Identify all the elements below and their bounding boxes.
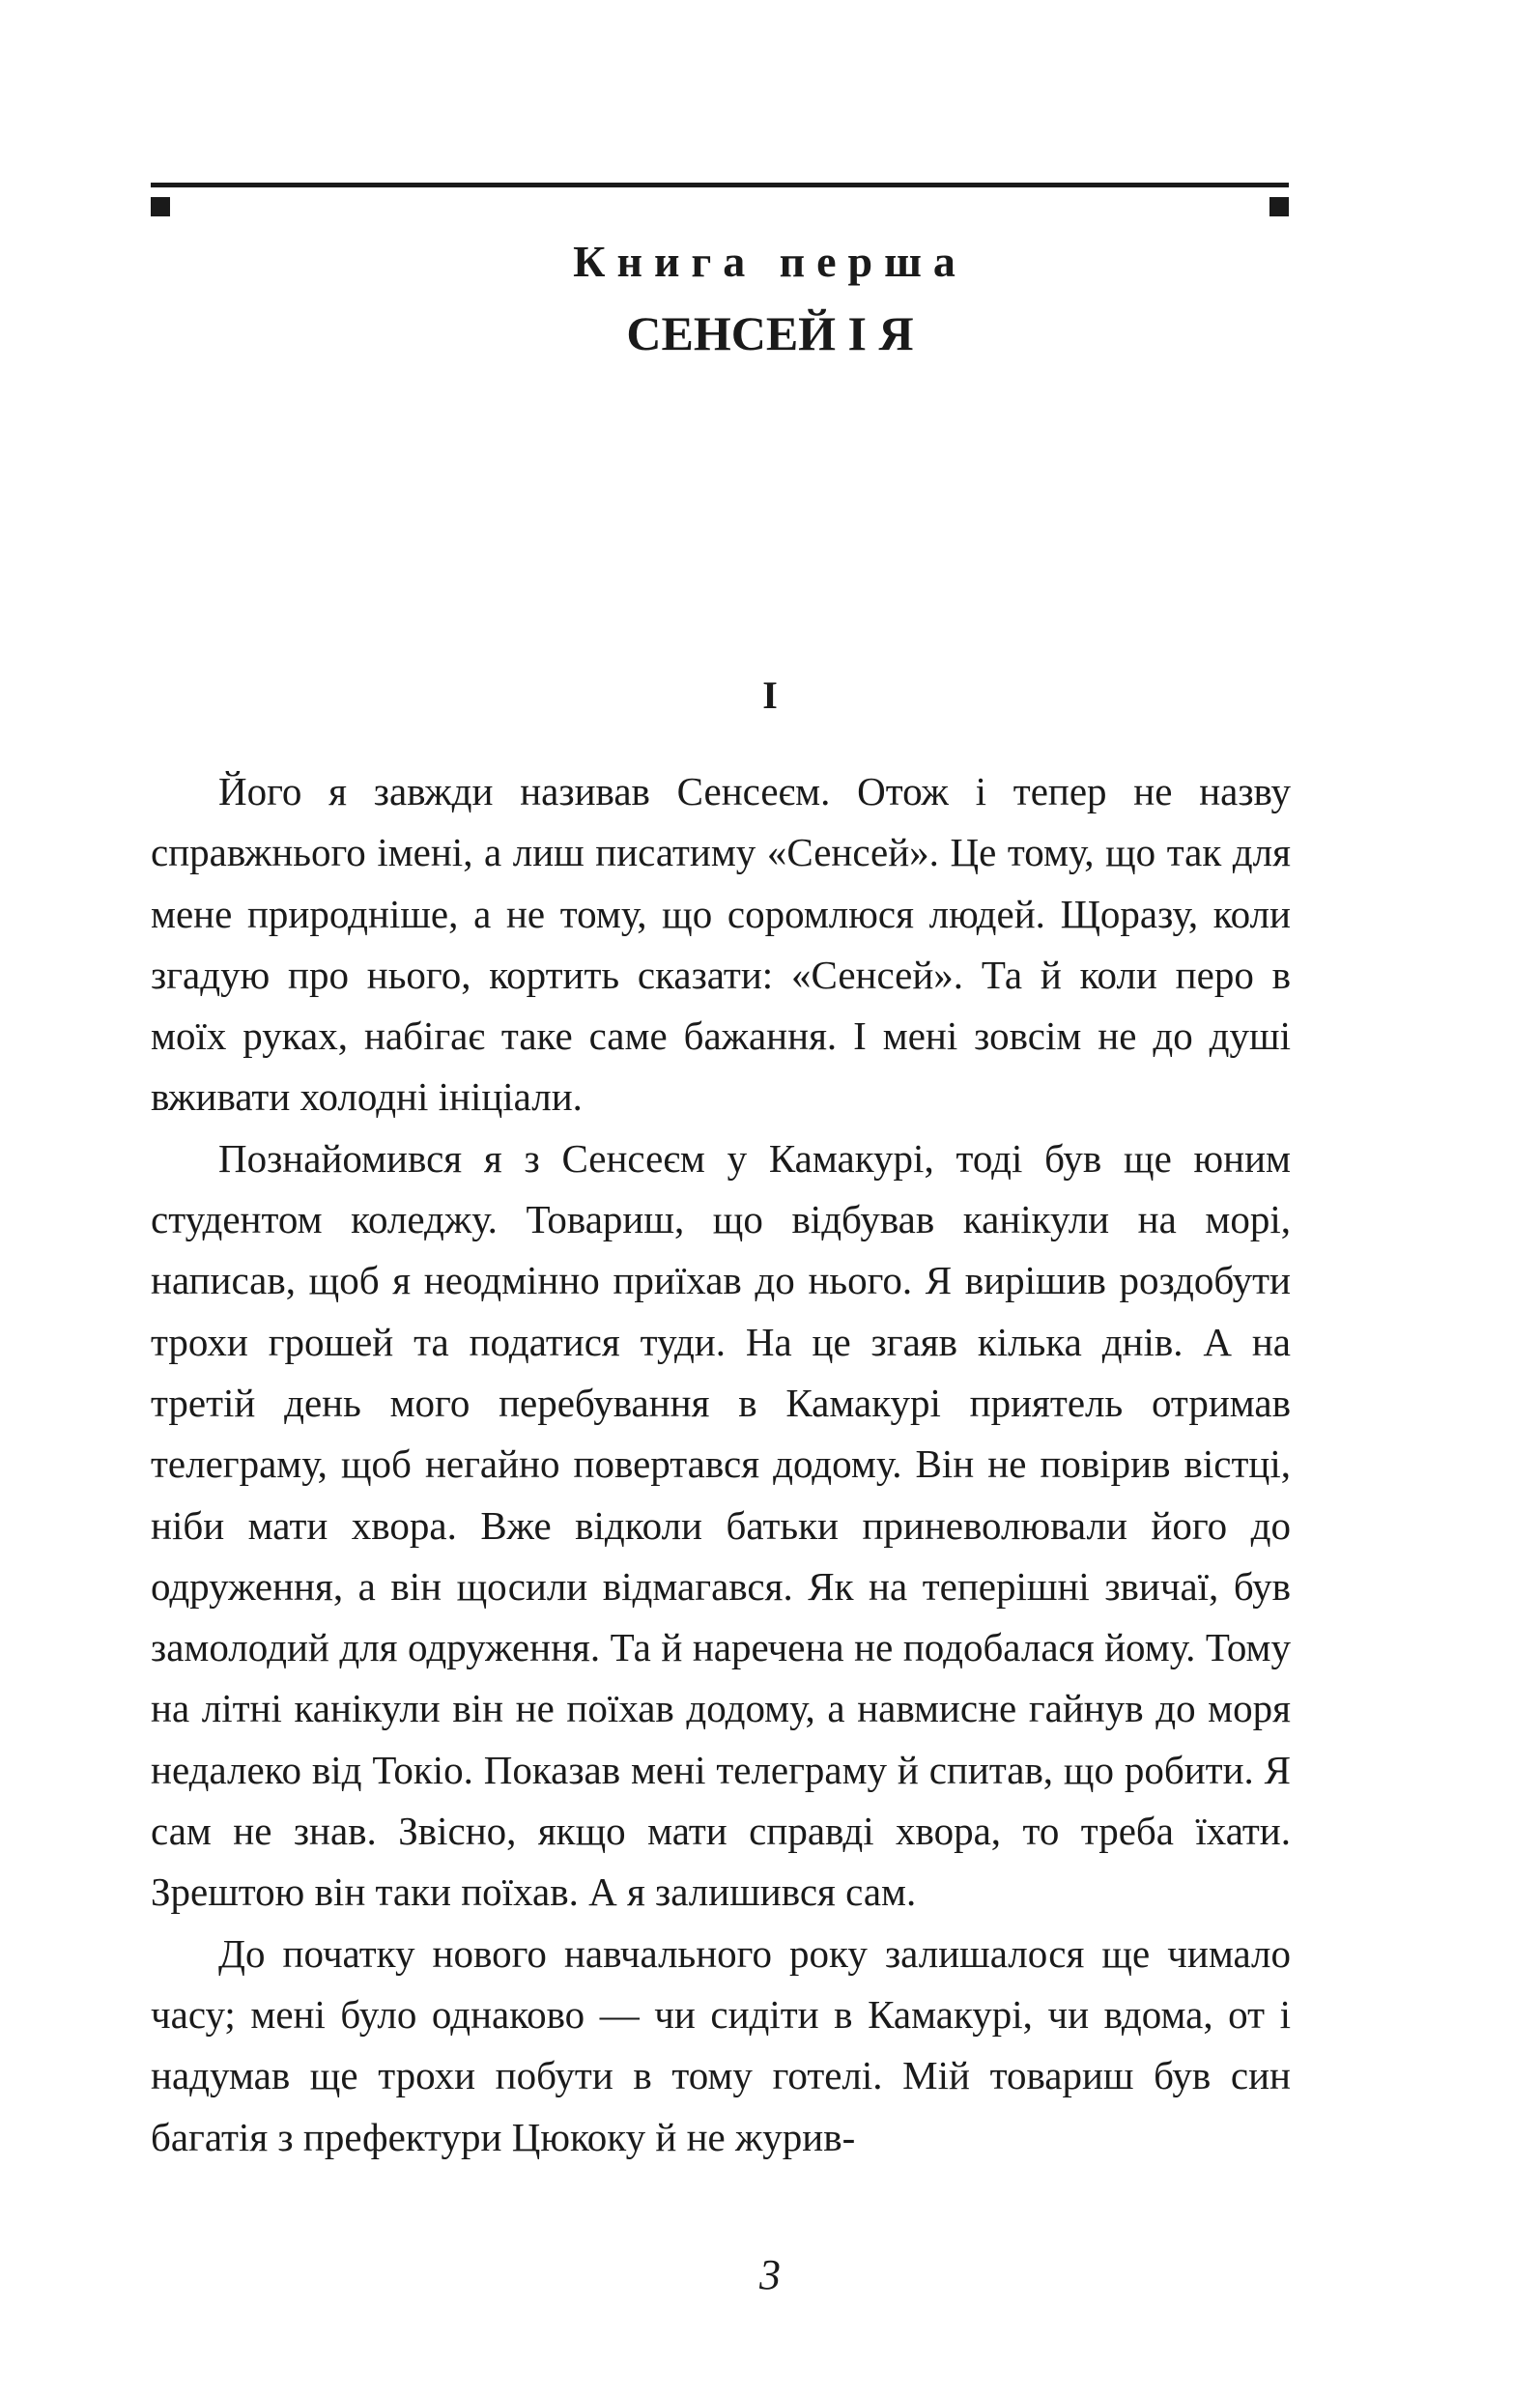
paragraph: До початку нового навчального року залишалося ще чимало часу; мені було однаково — чи сидіти в Камакурі, чи вдома, от і надумав ще трохи побути в тому готелі. Мій товариш був син багатія з префектури Цюкоку й не журив-: [151, 1930, 1291, 2159]
header-rule: [151, 183, 1289, 187]
left-ornament-square: [151, 197, 170, 216]
book-part-title: СЕНСЕЙ І Я: [626, 306, 914, 360]
chapter-number: I: [762, 673, 778, 717]
paragraph: Його я завжди називав Сенсеєм. Отож і тепер не назву справжнього імені, а лиш писатиму «Сенсей». Це тому, що так для мене природніше, а не тому, що соромлюся людей. Щоразу, коли згадую про нього, кортить сказати: «Сенсей». Та й коли перо в моїх руках, набігає таке саме бажання. І мені зовсім не до душі вживати холодні ініціали.: [151, 769, 1291, 1120]
body-text: [151, 761, 1291, 2168]
page-number: 3: [759, 2251, 781, 2298]
right-ornament-square: [1269, 197, 1289, 216]
paragraph: Познайомився я з Сенсеєм у Камакурі, тоді був ще юним студентом коледжу. Товариш, що відбував канікули на морі, написав, щоб я неодмінно приїхав до нього. Я вирішив роздобути трохи грошей та податися туди. На це згаяв кілька днів. А на третій день мого перебування в Камакурі приятель отримав телеграму, щоб негайно повертався додому. Він не повірив вістці, ніби мати хвора. Вже відколи батьки приневолювали його до одруження, а він щосили відмагався. Як на теперішні звичаї, був замолодий для одруження. Та й наречена не подобалася йому. Тому на літні канікули він не поїхав додому, а навмисне гайнув до моря недалеко від Токіо. Показав мені телеграму й спитав, що робити. Я сам не знав. Звісно, якщо мати справді хвора, то треба їхати. Зрештою він таки поїхав. А я залишився сам.: [151, 1135, 1291, 1915]
book-part-label: Книга перша: [573, 237, 967, 286]
